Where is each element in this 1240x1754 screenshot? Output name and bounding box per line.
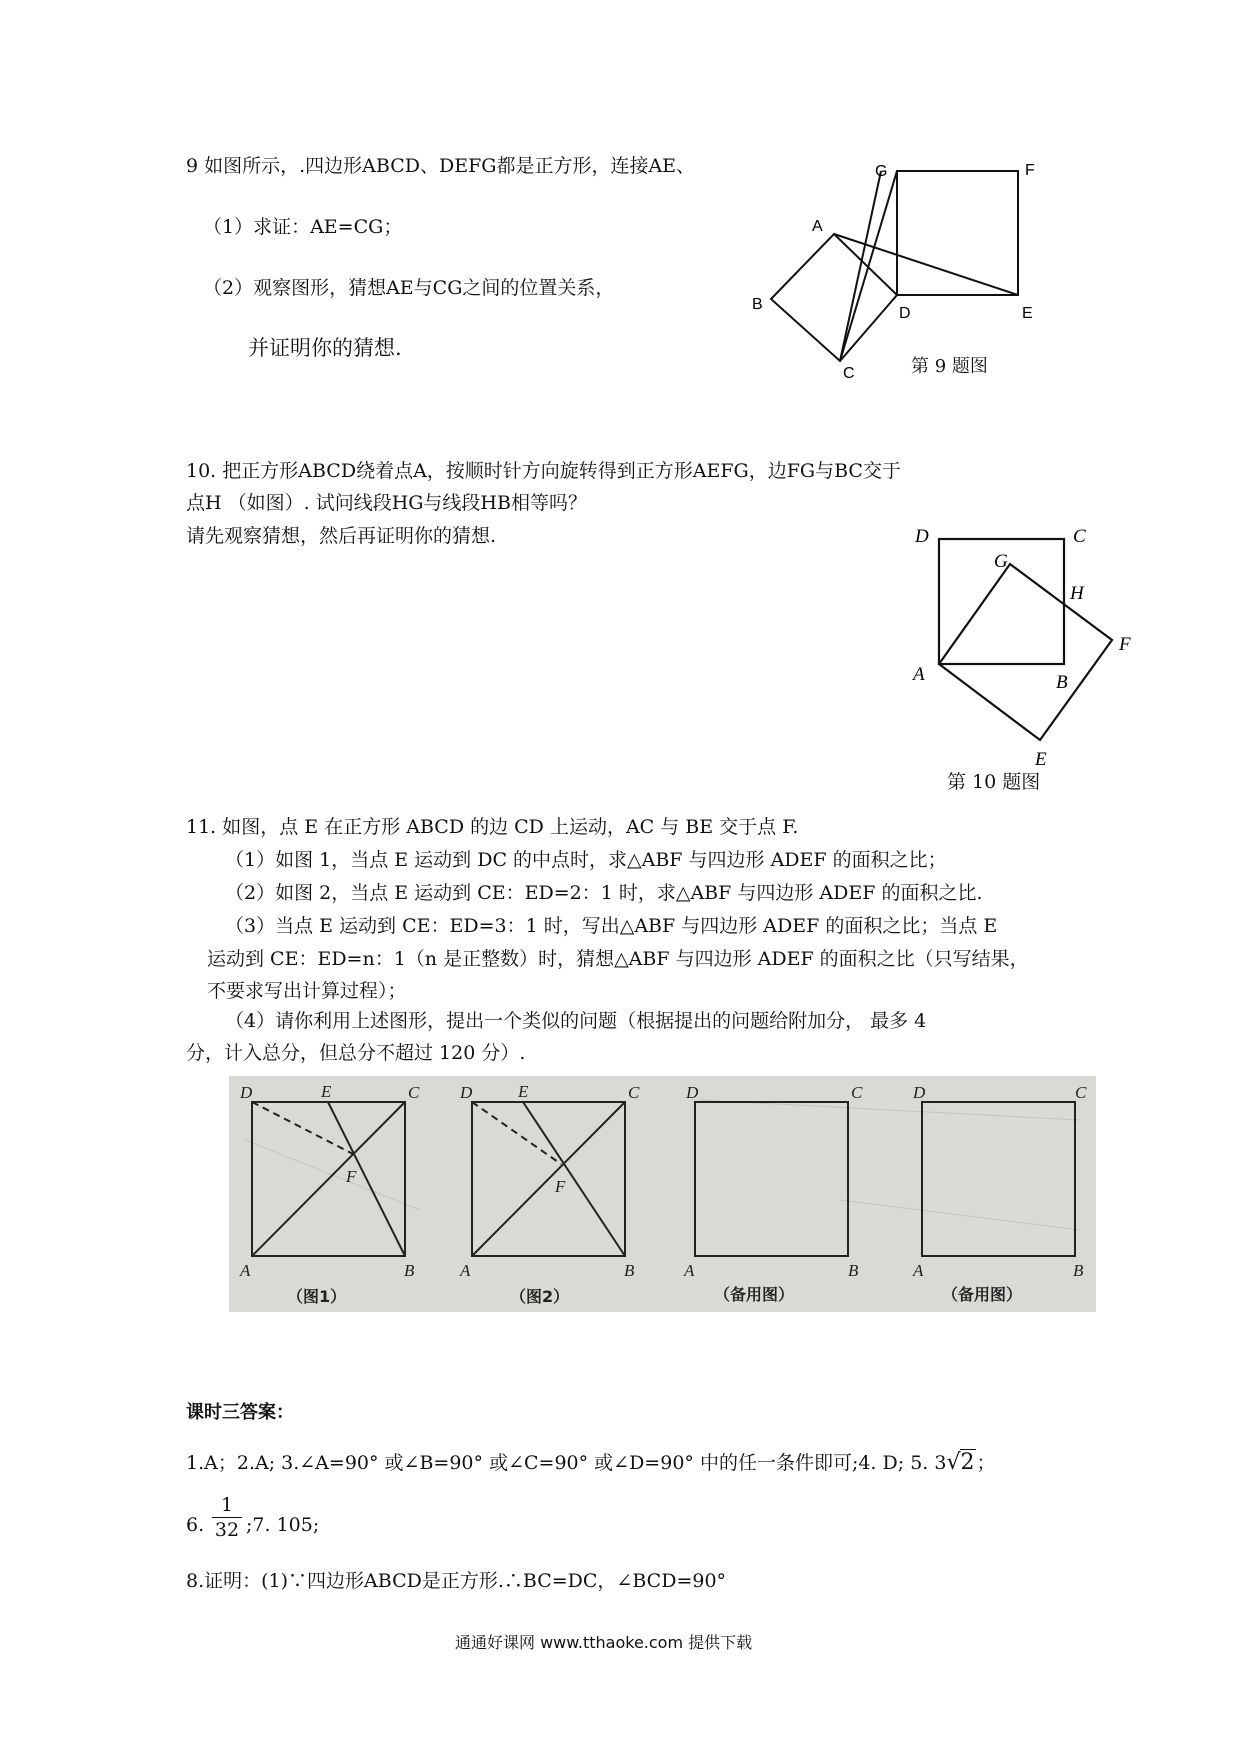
q11-p3c: 不要求写出计算过程）； xyxy=(207,980,407,1002)
q9-line1: 9 如图所示，.四边形ABCD、DEFG都是正方形，连接AE、 xyxy=(186,155,696,177)
answers-line8: 8.证明：(1)∵四边形ABCD是正方形.∴BC=DC，∠BCD=90° xyxy=(186,1570,727,1592)
q10-label-a: A xyxy=(913,664,925,685)
q10-caption: 第 10 题图 xyxy=(947,771,1041,793)
backup2-square xyxy=(922,1102,1075,1256)
q9-label-g: G xyxy=(875,163,888,180)
fig1-segment-df xyxy=(252,1102,353,1154)
q10-label-h: H xyxy=(1070,583,1084,604)
q11-p3a: （3）当点 E 运动到 CE：ED=3：1 时，写出△ABF 与四边形 ADEF 的面积之比；当点 E xyxy=(225,915,998,937)
q9-label-e: E xyxy=(1022,305,1033,322)
fraction-denominator: 32 xyxy=(214,1519,240,1541)
backup1-square xyxy=(695,1102,848,1256)
fig2-caption: （图2） xyxy=(510,1287,570,1306)
fig2-segment-be xyxy=(523,1102,625,1256)
q11-p3b: 运动到 CE：ED=n：1（n 是正整数）时，猜想△ABF 与四边形 ADEF 的面积之比（只写结果， xyxy=(207,948,1029,970)
fig2-label-e: E xyxy=(518,1082,529,1101)
backup2-label-c: C xyxy=(1075,1083,1087,1102)
q11-p4b: 分，计入总分，但总分不超过 120 分）. xyxy=(186,1042,526,1064)
backup2-label-a: A xyxy=(913,1261,924,1280)
fig1-label-c: C xyxy=(408,1083,420,1102)
backup1-label-c: C xyxy=(851,1083,863,1102)
answers-heading: 课时三答案： xyxy=(186,1402,294,1423)
answers-six-rest: ;7. 105; xyxy=(246,1514,320,1536)
answers-line1-end: ； xyxy=(976,1452,996,1474)
q10-label-e: E xyxy=(1035,749,1047,770)
backup1-label-d: D xyxy=(686,1083,699,1102)
backup2-label-b: B xyxy=(1073,1261,1084,1280)
fig2-label-d: D xyxy=(460,1083,473,1102)
q11-p4a: （4）请你利用上述图形，提出一个类似的问题（根据提出的问题给附加分， 最多 4 xyxy=(225,1010,927,1032)
q9-label-c: C xyxy=(843,365,855,382)
backup1-caption: （备用图） xyxy=(714,1285,795,1304)
q10-line1: 10. 把正方形ABCD绕着点A，按顺时针方向旋转得到正方形AEFG，边FG与BC交于 xyxy=(186,460,901,482)
q10-line2: 点H （如图）. 试问线段HG与线段HB相等吗？ xyxy=(186,492,587,514)
fig1-label-f: F xyxy=(346,1167,357,1186)
backup2-label-d: D xyxy=(913,1083,926,1102)
fig1-label-d: D xyxy=(240,1083,253,1102)
fig2-label-b: B xyxy=(624,1261,635,1280)
fig2-label-f: F xyxy=(555,1177,566,1196)
footer: 通通好课网 www.tthaoke.com 提供下载 xyxy=(455,1633,753,1652)
fig2-segment-df xyxy=(472,1102,561,1164)
q10-label-d: D xyxy=(915,526,929,547)
answers-line1-text: 1.A；2.A; 3.∠A=90° 或∠B=90° 或∠C=90° 或∠D=90° 中的任一条件即可;4. D; 5. 3 xyxy=(186,1452,947,1474)
backup1-label-a: A xyxy=(684,1261,695,1280)
backup1-label-b: B xyxy=(848,1261,859,1280)
fig1-label-b: B xyxy=(404,1261,415,1280)
sqrt-symbol: √ xyxy=(946,1450,961,1475)
q9-part2b: 并证明你的猜想. xyxy=(248,336,402,360)
q10-label-c: C xyxy=(1073,526,1086,547)
fig2-diagonal-ac xyxy=(472,1102,625,1256)
fig1-diagonal-ac xyxy=(252,1102,405,1256)
fig2-label-c: C xyxy=(628,1083,640,1102)
fraction-numerator: 1 xyxy=(212,1496,242,1518)
q9-label-d: D xyxy=(899,305,911,322)
fig1-label-a: A xyxy=(240,1261,251,1280)
answers-six-prefix: 6. xyxy=(186,1514,205,1536)
q9-label-f: F xyxy=(1025,162,1035,179)
answers-line1 xyxy=(186,1452,996,1474)
q9-part1: （1）求证：AE=CG； xyxy=(203,216,403,238)
q11-p2: （2）如图 2，当点 E 运动到 CE：ED=2：1 时，求△ABF 与四边形 ADEF 的面积之比. xyxy=(225,882,983,904)
q11-line1: 11. 如图，点 E 在正方形 ABCD 的边 CD 上运动，AC 与 BE 交于点 F. xyxy=(186,816,799,838)
q10-label-g: G xyxy=(994,551,1008,572)
q9-label-b: B xyxy=(752,296,763,313)
fig1-caption: （图1） xyxy=(287,1287,347,1306)
fig1-segment-be xyxy=(328,1102,405,1256)
q11-p1: （1）如图 1，当点 E 运动到 DC 的中点时，求△ABF 与四边形 ADEF 的面积之比； xyxy=(225,849,947,871)
backup2-caption: （备用图） xyxy=(942,1285,1023,1304)
sqrt-radicand: 2 xyxy=(960,1450,975,1475)
q10-line3: 请先观察猜想，然后再证明你的猜想. xyxy=(186,525,497,547)
q9-label-a: A xyxy=(812,218,823,235)
answers-six-fraction xyxy=(212,1496,242,1540)
q10-label-b: B xyxy=(1056,672,1068,693)
q9-part2: （2）观察图形，猜想AE与CG之间的位置关系， xyxy=(203,277,615,299)
q9-caption: 第 9 题图 xyxy=(911,356,988,377)
q10-label-f: F xyxy=(1119,634,1131,655)
fig1-label-e: E xyxy=(321,1082,332,1101)
fig2-label-a: A xyxy=(460,1261,471,1280)
